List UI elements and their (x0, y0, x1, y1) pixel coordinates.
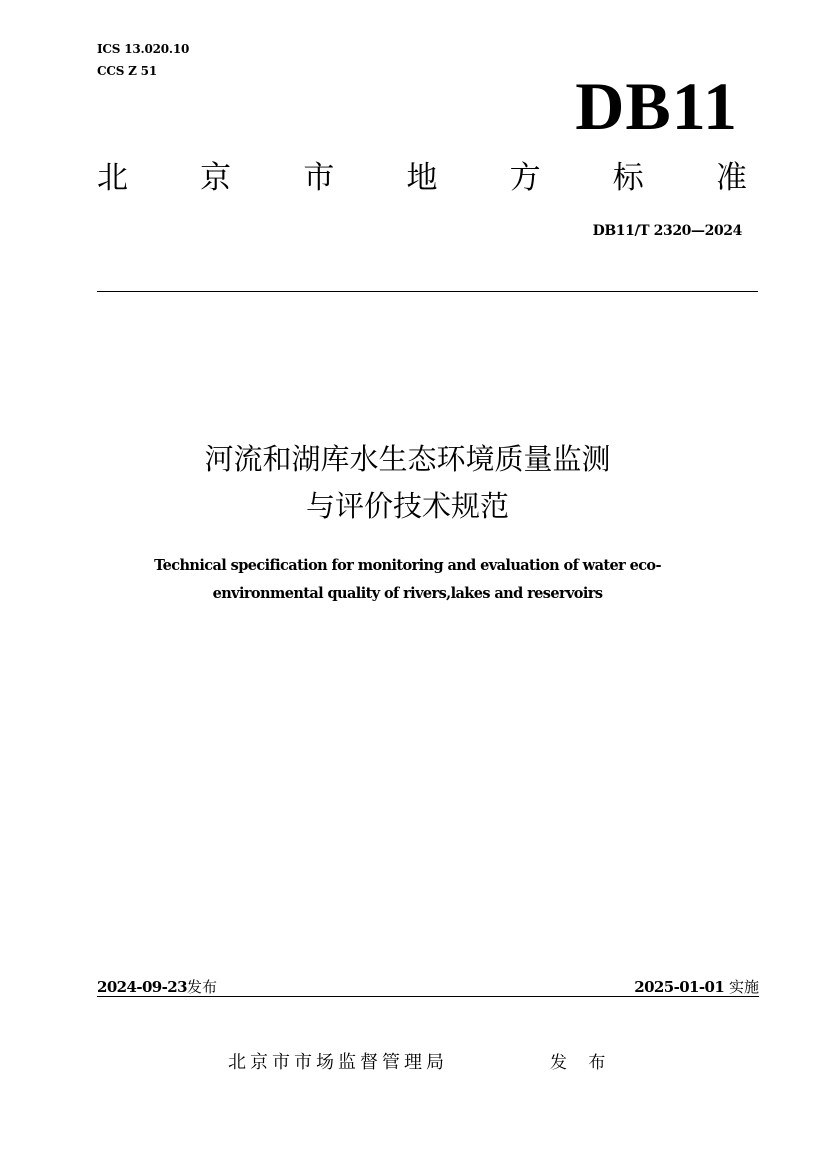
issuing-authority: 北京市市场监督管理局 (228, 1052, 448, 1073)
header-divider (97, 291, 758, 292)
standard-type-char: 京 (200, 160, 232, 196)
standard-type-char: 准 (715, 160, 747, 196)
standard-code-logo: DB11 (575, 68, 738, 144)
implementation-date-line (520, 977, 759, 997)
title-english-line-2: environmental quality of rivers,lakes and reservoirs (212, 585, 603, 602)
implementation-label: 实施 (728, 978, 759, 996)
standard-type-char: 方 (509, 160, 541, 196)
standard-type-char: 北 (97, 160, 128, 196)
standard-type-char: 市 (303, 160, 335, 196)
ccs-code: CCS Z 51 (97, 64, 157, 78)
issue-date-line (97, 977, 217, 997)
issue-label: 发布 (186, 978, 217, 996)
standard-type-char: 地 (406, 160, 438, 196)
ics-code: ICS 13.020.10 (97, 42, 190, 56)
issuing-authority-suffix: 发 布 (550, 1053, 614, 1073)
standard-type-heading (97, 158, 747, 198)
title-chinese-line-2: 与评价技术规范 (305, 489, 509, 523)
issue-date: 2024-09-23 (97, 978, 187, 996)
implementation-date: 2025-01-01 (634, 978, 725, 996)
title-english-line-1: Technical specification for monitoring and evaluation of water eco- (154, 557, 661, 574)
standard-number: DB11/T 2320—2024 (592, 223, 742, 239)
standard-type-char: 标 (612, 160, 644, 196)
footer-divider (97, 996, 759, 997)
title-chinese-line-1: 河流和湖库水生态环境质量监测 (204, 442, 611, 476)
